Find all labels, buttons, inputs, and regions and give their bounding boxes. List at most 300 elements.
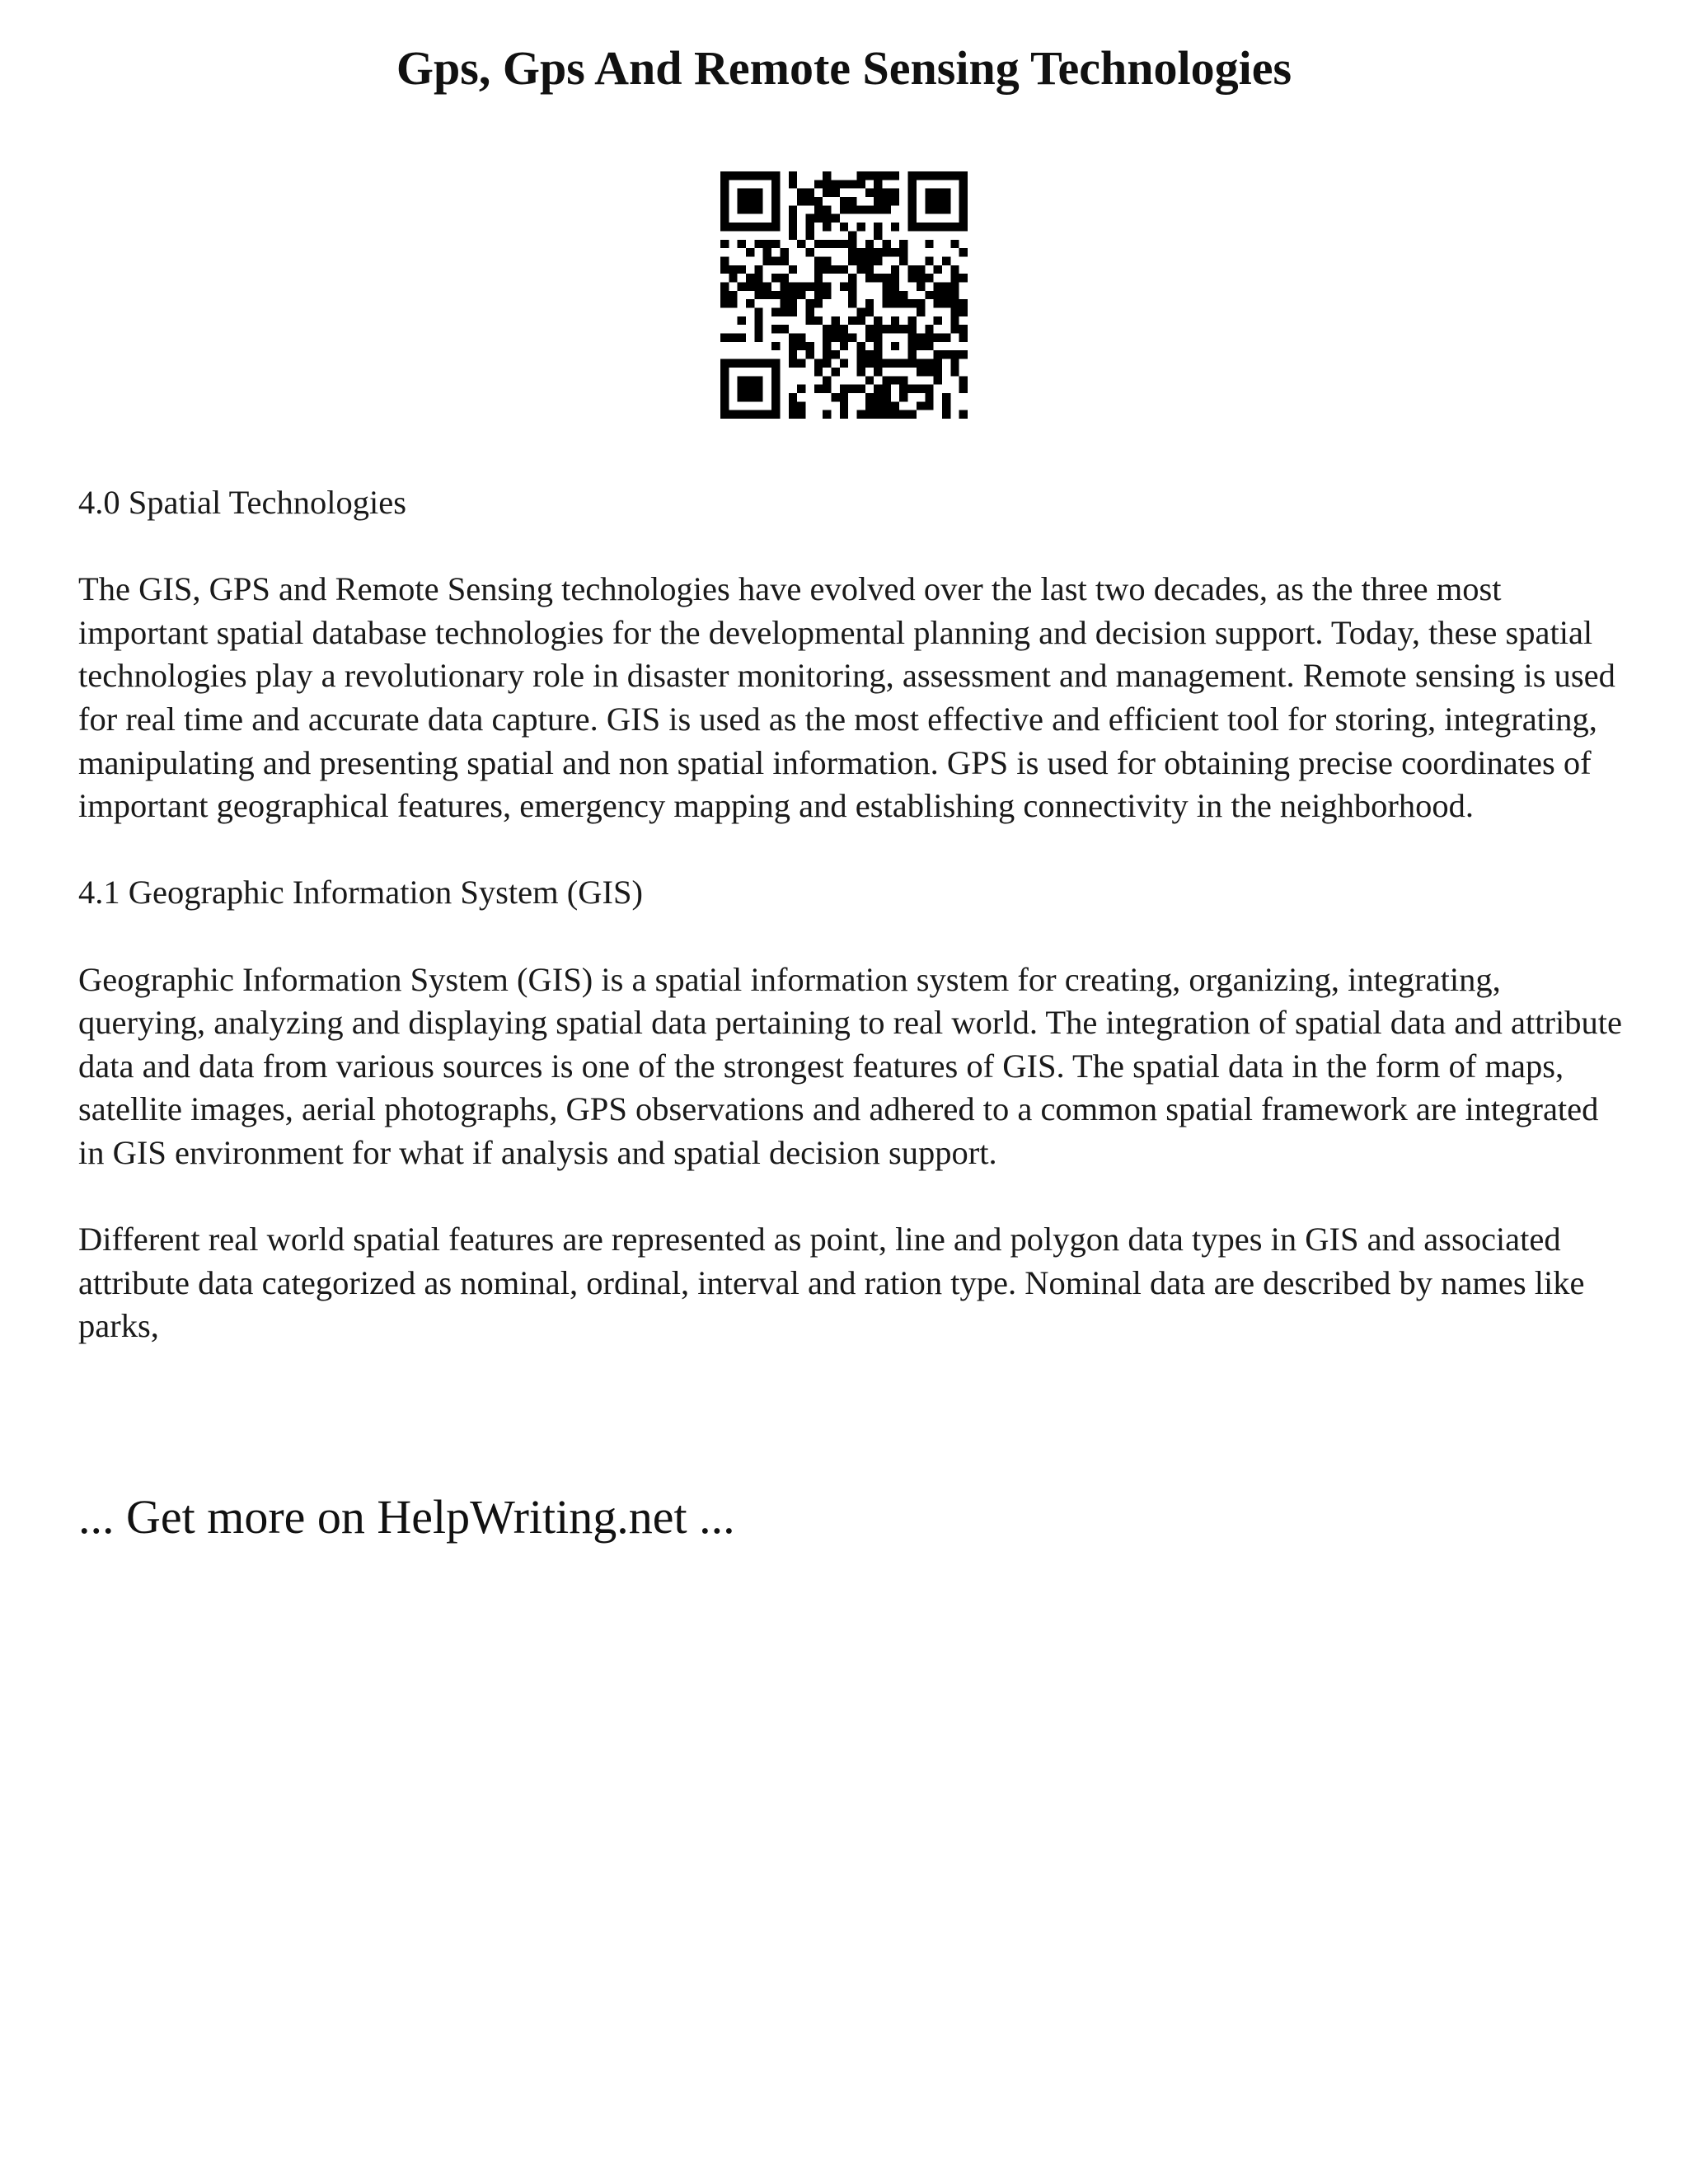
qr-module <box>805 316 814 325</box>
qr-module <box>780 299 788 307</box>
qr-module <box>754 223 762 231</box>
qr-module <box>797 291 805 299</box>
qr-module <box>746 299 754 307</box>
qr-module <box>908 334 917 342</box>
qr-module <box>780 308 788 316</box>
qr-module <box>865 248 874 256</box>
qr-module <box>950 325 959 333</box>
qr-module <box>857 342 865 350</box>
qr-module <box>874 256 882 265</box>
qr-module <box>950 308 959 316</box>
qr-module <box>789 308 797 316</box>
document-body <box>78 481 1628 1391</box>
qr-module <box>899 376 907 384</box>
qr-module <box>729 359 737 368</box>
qr-module <box>771 197 780 205</box>
qr-module <box>840 325 848 333</box>
qr-module <box>942 189 950 197</box>
qr-module <box>814 299 823 307</box>
qr-module <box>917 223 925 231</box>
qr-module <box>814 256 823 265</box>
qr-module <box>908 214 917 223</box>
qr-module <box>934 334 942 342</box>
qr-module <box>865 376 874 384</box>
qr-module <box>720 197 729 205</box>
qr-module <box>814 282 823 290</box>
qr-module <box>942 197 950 205</box>
qr-module <box>917 308 925 316</box>
qr-module <box>874 180 882 188</box>
qr-module <box>823 410 831 419</box>
qr-module <box>917 359 925 368</box>
qr-module <box>883 376 891 384</box>
qr-module <box>908 410 917 419</box>
qr-module <box>857 385 865 393</box>
section-heading-spatial-technologies: 4.0 Spatial Technologies <box>78 484 406 521</box>
qr-module <box>831 334 839 342</box>
qr-module <box>840 240 848 248</box>
qr-module <box>959 410 968 419</box>
qr-module <box>865 350 874 359</box>
qr-module <box>925 401 933 410</box>
qr-module <box>917 265 925 274</box>
qr-module <box>771 401 780 410</box>
qr-module <box>959 308 968 316</box>
qr-module <box>891 410 899 419</box>
section-heading-gis: 4.1 Geographic Information System (GIS) <box>78 874 643 912</box>
qr-module <box>848 248 856 256</box>
qr-module <box>891 274 899 282</box>
qr-module <box>959 350 968 359</box>
qr-module <box>908 223 917 231</box>
qr-module <box>883 393 891 401</box>
qr-module <box>883 410 891 419</box>
qr-module <box>883 205 891 213</box>
qr-module <box>823 189 831 197</box>
qr-module <box>805 197 814 205</box>
qr-module <box>899 393 907 401</box>
qr-module <box>789 359 797 368</box>
qr-code-icon <box>720 171 968 419</box>
qr-module <box>823 385 831 393</box>
qr-module <box>865 308 874 316</box>
qr-module <box>917 334 925 342</box>
qr-module <box>917 342 925 350</box>
qr-module <box>857 180 865 188</box>
qr-module <box>891 189 899 197</box>
qr-module <box>738 240 746 248</box>
qr-module <box>831 180 839 188</box>
qr-module <box>925 359 933 368</box>
qr-module <box>908 316 917 325</box>
qr-module <box>814 368 823 376</box>
qr-module <box>823 282 831 290</box>
qr-module <box>771 325 780 333</box>
qr-module <box>763 248 771 256</box>
qr-module <box>771 171 780 180</box>
qr-module <box>934 291 942 299</box>
qr-module <box>738 197 746 205</box>
qr-module <box>823 265 831 274</box>
qr-module <box>925 197 933 205</box>
qr-module <box>883 325 891 333</box>
qr-module <box>771 410 780 419</box>
qr-module <box>848 197 856 205</box>
qr-module <box>840 401 848 410</box>
qr-module <box>959 334 968 342</box>
qr-module <box>831 189 839 197</box>
qr-module <box>754 197 762 205</box>
qr-module <box>891 376 899 384</box>
qr-module <box>789 205 797 213</box>
qr-module <box>797 240 805 248</box>
qr-module <box>874 189 882 197</box>
qr-module <box>754 385 762 393</box>
qr-module <box>789 231 797 239</box>
qr-module <box>874 248 882 256</box>
qr-module <box>823 350 831 359</box>
qr-module <box>738 376 746 384</box>
qr-module <box>789 265 797 274</box>
qr-module <box>720 282 729 290</box>
qr-module <box>763 359 771 368</box>
qr-module <box>942 299 950 307</box>
qr-module <box>720 334 729 342</box>
qr-module <box>891 299 899 307</box>
qr-module <box>720 205 729 213</box>
qr-module <box>883 274 891 282</box>
qr-module <box>874 223 882 231</box>
qr-module <box>797 385 805 393</box>
qr-module <box>814 265 823 274</box>
qr-module <box>720 265 729 274</box>
qr-module <box>891 359 899 368</box>
qr-module <box>848 291 856 299</box>
qr-module <box>959 189 968 197</box>
qr-module <box>754 359 762 368</box>
qr-module <box>883 171 891 180</box>
qr-module <box>814 180 823 188</box>
qr-module <box>950 350 959 359</box>
qr-module <box>883 401 891 410</box>
qr-module <box>814 197 823 205</box>
qr-module <box>857 223 865 231</box>
qr-module <box>797 334 805 342</box>
qr-module <box>925 240 933 248</box>
qr-module <box>729 334 737 342</box>
qr-module <box>771 205 780 213</box>
qr-module <box>865 274 874 282</box>
qr-module <box>831 240 839 248</box>
qr-module <box>874 342 882 350</box>
qr-module <box>891 282 899 290</box>
qr-module <box>780 248 788 256</box>
qr-module <box>780 274 788 282</box>
qr-module <box>917 401 925 410</box>
qr-module <box>950 359 959 368</box>
qr-module <box>754 376 762 384</box>
qr-module <box>729 274 737 282</box>
qr-module <box>959 325 968 333</box>
qr-module <box>738 410 746 419</box>
qr-module <box>746 359 754 368</box>
qr-module <box>857 171 865 180</box>
qr-module <box>720 214 729 223</box>
qr-module <box>883 189 891 197</box>
paragraph-gis-data-types: Different real world spatial features are represented as point, line and polygon data types in GIS and associated attribute data categorized as nominal, ordinal, interval and ration type. Nominal data are described by names like parks, <box>78 1221 1585 1345</box>
qr-module <box>738 334 746 342</box>
qr-module <box>789 410 797 419</box>
qr-module <box>729 291 737 299</box>
qr-module <box>925 342 933 350</box>
get-more-link[interactable]: ... Get more on HelpWriting.net ... <box>78 1490 735 1544</box>
qr-module <box>848 256 856 265</box>
qr-module <box>857 359 865 368</box>
qr-module <box>754 393 762 401</box>
qr-module <box>754 240 762 248</box>
qr-module <box>823 376 831 384</box>
qr-module <box>720 359 729 368</box>
qr-module <box>883 359 891 368</box>
qr-module <box>934 282 942 290</box>
qr-module <box>934 316 942 325</box>
qr-module <box>805 350 814 359</box>
qr-module <box>917 299 925 307</box>
qr-module <box>917 282 925 290</box>
qr-module <box>925 368 933 376</box>
qr-module <box>720 180 729 188</box>
qr-module <box>934 376 942 384</box>
qr-module <box>823 291 831 299</box>
qr-module <box>797 189 805 197</box>
qr-module <box>925 189 933 197</box>
qr-module <box>771 368 780 376</box>
qr-module <box>891 223 899 231</box>
qr-module <box>720 256 729 265</box>
qr-module <box>874 350 882 359</box>
qr-module <box>925 334 933 342</box>
qr-module <box>857 248 865 256</box>
qr-module <box>789 393 797 401</box>
qr-module <box>934 189 942 197</box>
qr-module <box>720 401 729 410</box>
qr-module <box>738 171 746 180</box>
qr-module <box>805 299 814 307</box>
qr-module <box>942 282 950 290</box>
qr-module <box>883 197 891 205</box>
qr-module <box>780 291 788 299</box>
qr-module <box>797 342 805 350</box>
qr-module <box>959 214 968 223</box>
document-title: Gps, Gps And Remote Sensing Technologies <box>396 41 1292 95</box>
qr-module <box>883 385 891 393</box>
qr-module <box>797 197 805 205</box>
qr-module <box>729 410 737 419</box>
qr-module <box>942 205 950 213</box>
qr-module <box>908 197 917 205</box>
qr-module <box>848 205 856 213</box>
qr-module <box>959 248 968 256</box>
qr-module <box>754 171 762 180</box>
qr-module <box>763 410 771 419</box>
qr-module <box>805 282 814 290</box>
qr-module <box>857 265 865 274</box>
qr-module <box>883 291 891 299</box>
qr-module <box>720 189 729 197</box>
qr-module <box>823 240 831 248</box>
qr-module <box>959 180 968 188</box>
qr-module <box>720 385 729 393</box>
qr-module <box>891 248 899 256</box>
qr-module <box>848 299 856 307</box>
qr-module <box>848 282 856 290</box>
qr-module <box>763 291 771 299</box>
qr-module <box>840 223 848 231</box>
qr-module <box>942 223 950 231</box>
qr-module <box>789 291 797 299</box>
qr-module <box>865 205 874 213</box>
qr-module <box>865 240 874 248</box>
qr-module <box>865 171 874 180</box>
qr-module <box>771 308 780 316</box>
qr-module <box>934 350 942 359</box>
qr-module <box>814 214 823 223</box>
qr-module <box>899 410 907 419</box>
qr-module <box>874 385 882 393</box>
qr-module <box>771 376 780 384</box>
qr-module <box>738 189 746 197</box>
qr-module <box>865 299 874 307</box>
qr-module <box>729 171 737 180</box>
qr-module <box>917 368 925 376</box>
qr-module <box>789 334 797 342</box>
qr-module <box>934 223 942 231</box>
qr-module <box>814 385 823 393</box>
qr-module <box>754 316 762 325</box>
qr-module <box>823 214 831 223</box>
qr-module <box>840 410 848 419</box>
qr-module <box>771 385 780 393</box>
qr-module <box>908 325 917 333</box>
qr-module <box>950 274 959 282</box>
qr-module <box>746 189 754 197</box>
qr-module <box>840 342 848 350</box>
qr-module <box>891 342 899 350</box>
qr-module <box>865 325 874 333</box>
paragraph-spatial-technologies: The GIS, GPS and Remote Sensing technologies have evolved over the last two decades, as the three most important spatial database technologies for the developmental planning and decision support. Today, these spatial technologies play a revolutionary role in disaster monitoring, assessment and management. Remote sensing is used for real time and accurate data capture. GIS is used as the most effective and efficient tool for storing, integrating, manipulating and presenting spatial and non spatial information. GPS is used for obtaining precise coordinates of important geographical features, emergency mapping and establishing connectivity in the neighborhood. <box>78 570 1615 825</box>
qr-module <box>959 385 968 393</box>
qr-module <box>840 265 848 274</box>
qr-module <box>942 291 950 299</box>
qr-module <box>720 299 729 307</box>
qr-module <box>874 171 882 180</box>
qr-module <box>891 325 899 333</box>
qr-module <box>865 334 874 342</box>
qr-module <box>840 180 848 188</box>
qr-module <box>891 265 899 274</box>
qr-module <box>942 410 950 419</box>
qr-module <box>754 265 762 274</box>
qr-module <box>865 359 874 368</box>
qr-module <box>738 223 746 231</box>
qr-module <box>763 223 771 231</box>
qr-module <box>738 205 746 213</box>
qr-module <box>738 385 746 393</box>
qr-module <box>917 171 925 180</box>
qr-module <box>771 393 780 401</box>
qr-module <box>746 171 754 180</box>
qr-module <box>950 316 959 325</box>
qr-module <box>942 350 950 359</box>
qr-module <box>874 359 882 368</box>
qr-module <box>891 401 899 410</box>
qr-module <box>814 274 823 282</box>
qr-module <box>899 291 907 299</box>
qr-module <box>763 256 771 265</box>
qr-module <box>934 265 942 274</box>
qr-module <box>823 334 831 342</box>
qr-module <box>729 265 737 274</box>
qr-module <box>874 274 882 282</box>
qr-module <box>789 171 797 180</box>
qr-module <box>925 256 933 265</box>
qr-module <box>720 171 729 180</box>
qr-module <box>874 334 882 342</box>
qr-module <box>754 410 762 419</box>
qr-module <box>797 401 805 410</box>
qr-module <box>874 410 882 419</box>
qr-module <box>823 171 831 180</box>
qr-module <box>959 299 968 307</box>
qr-module <box>754 308 762 316</box>
qr-module <box>848 334 856 342</box>
qr-module <box>771 223 780 231</box>
qr-module <box>959 205 968 213</box>
qr-module <box>874 231 882 239</box>
qr-module <box>754 282 762 290</box>
qr-module <box>883 282 891 290</box>
qr-module <box>883 240 891 248</box>
qr-module <box>891 171 899 180</box>
qr-module <box>789 223 797 231</box>
qr-module <box>908 385 917 393</box>
qr-module <box>908 265 917 274</box>
qr-module <box>874 393 882 401</box>
qr-module <box>771 291 780 299</box>
qr-module <box>805 214 814 223</box>
qr-module <box>899 248 907 256</box>
qr-module <box>950 368 959 376</box>
qr-module <box>865 256 874 265</box>
qr-module <box>840 334 848 342</box>
qr-module <box>746 248 754 256</box>
qr-module <box>823 342 831 350</box>
qr-module <box>720 291 729 299</box>
qr-module <box>831 325 839 333</box>
qr-module <box>925 325 933 333</box>
qr-module <box>814 359 823 368</box>
qr-module <box>797 359 805 368</box>
qr-module <box>891 291 899 299</box>
qr-module <box>746 282 754 290</box>
qr-module <box>840 282 848 290</box>
qr-module <box>840 385 848 393</box>
qr-module <box>831 265 839 274</box>
qr-module <box>950 265 959 274</box>
qr-module <box>857 368 865 376</box>
qr-module <box>738 393 746 401</box>
qr-module <box>959 274 968 282</box>
